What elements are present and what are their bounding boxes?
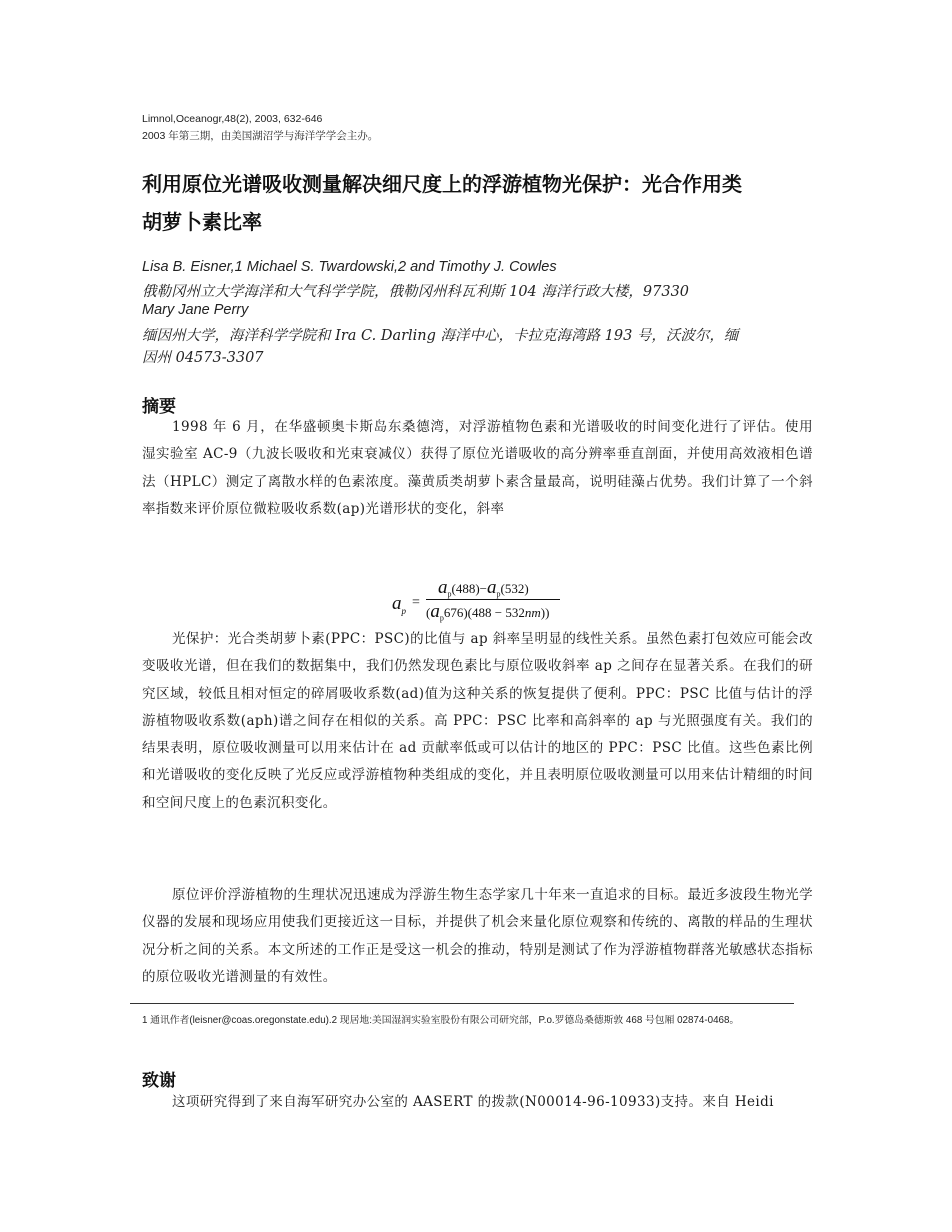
journal-citation: Limnol,Oceanogr,48(2), 2003, 632-646 [142,113,323,125]
abstract-heading: 摘要 [142,397,176,417]
abstract-paragraph-3: 原位评价浮游植物的生理状况迅速成为浮游生物生态学家几十年来一直追求的目标。最近多波段生物光学仪器的发展和现场应用使我们更接近这一目标，并提供了机会来量化原位观察和传统的、离散的样品的生理状况分析之间的关系。本文所述的工作正是受这一机会的推动，特别是测试了作为浮游植物群落光敏感状态指标的原位吸收光谱测量的有效性。 [142,887,813,985]
authors-group2: Mary Jane Perry [142,302,249,318]
footnote: 1 通讯作者(leisner@coas.oregonstate.edu).2 现居地:美国湿润实验室股份有限公司研究部，P.o.罗德岛桑德斯敦 468 号包厢 02874-0468。 [142,1015,740,1026]
formula-equals: = [412,595,420,610]
paper-title-line1: 利用原位光谱吸收测量解决细尺度上的浮游植物光保护：光合作用类 [142,172,742,196]
acknowledgements-heading: 致谢 [142,1071,176,1091]
paper-title-line2: 胡萝卜素比率 [142,210,262,234]
paper-title [142,165,822,241]
affiliation-group2-line2: 因州 04573-3307 [142,350,264,366]
formula-fraction-bar [426,599,560,600]
slope-formula [392,575,592,625]
formula-denominator: $(a_p676)(488 - 532nm)$) [426,601,550,623]
journal-sponsor: 2003 年第三期，由美国湖沼学与海洋学学会主办。 [142,130,379,142]
affiliation-group1: 俄勒冈州立大学海洋和大气科学学院，俄勒冈州科瓦利斯 104 海洋行政大楼，97330 [142,284,690,300]
authors-group1: Lisa B. Eisner,1 Michael S. Twardowski,2 and Timothy J. Cowles [142,259,557,275]
abstract-paragraph-1: 1998 年 6 月，在华盛顿奥卡斯岛东桑德湾，对浮游植物色素和光谱吸收的时间变化进行了评估。使用湿实验室 AC-9（九波长吸收和光束衰减仪）获得了原位光谱吸收的高分辨率垂直剖面，并使用高效液相色谱法（HPLC）测定了离散水样的色素浓度。藻黄质类胡萝卜素含量最高，说明硅藻占优势。我们计算了一个斜率指数来评价原位微粒吸收系数(ap)光谱形状的变化，斜率 [142,419,813,517]
footnote-divider [130,1003,794,1004]
formula-lhs: $a_p$ [392,593,406,616]
formula-numerator: $a_p(488)-a_p(532)$ [438,577,529,599]
abstract-paragraph-2: 光保护：光合类胡萝卜素(PPC：PSC)的比值与 ap 斜率呈明显的线性关系。虽然色素打包效应可能会改变吸收光谱，但在我们的数据集中，我们仍然发现色素比与原位吸收斜率 ap 之间存在显著关系。在我们的研究区域，较低且相对恒定的碎屑吸收系数(ad)值为这种关系的恢复提供了便利。PPC：PSC 比值与估计的浮游植物吸收系数(aph)谱之间存在相似的关系。高 PPC：PSC 比率和高斜率的 ap 与光照强度有关。我们的结果表明，原位吸收测量可以用来估计在 ad 贡献率低或可以估计的地区的 PPC：PSC 比值。这些色素比例和光谱吸收的变化反映了光反应或浮游植物种类组成的变化，并且表明原位吸收测量可以用来估计精细的时间和空间尺度上的色素沉积变化。 [142,631,813,811]
affiliation-group2-line1: 缅因州大学，海洋科学学院和 Ira C. Darling 海洋中心，卡拉克海湾路 193 号，沃波尔，缅 [142,328,739,344]
acknowledgements-paragraph: 这项研究得到了来自海军研究办公室的 AASERT 的拨款(N00014-96-10933)支持。来自 Heidi [172,1094,774,1110]
